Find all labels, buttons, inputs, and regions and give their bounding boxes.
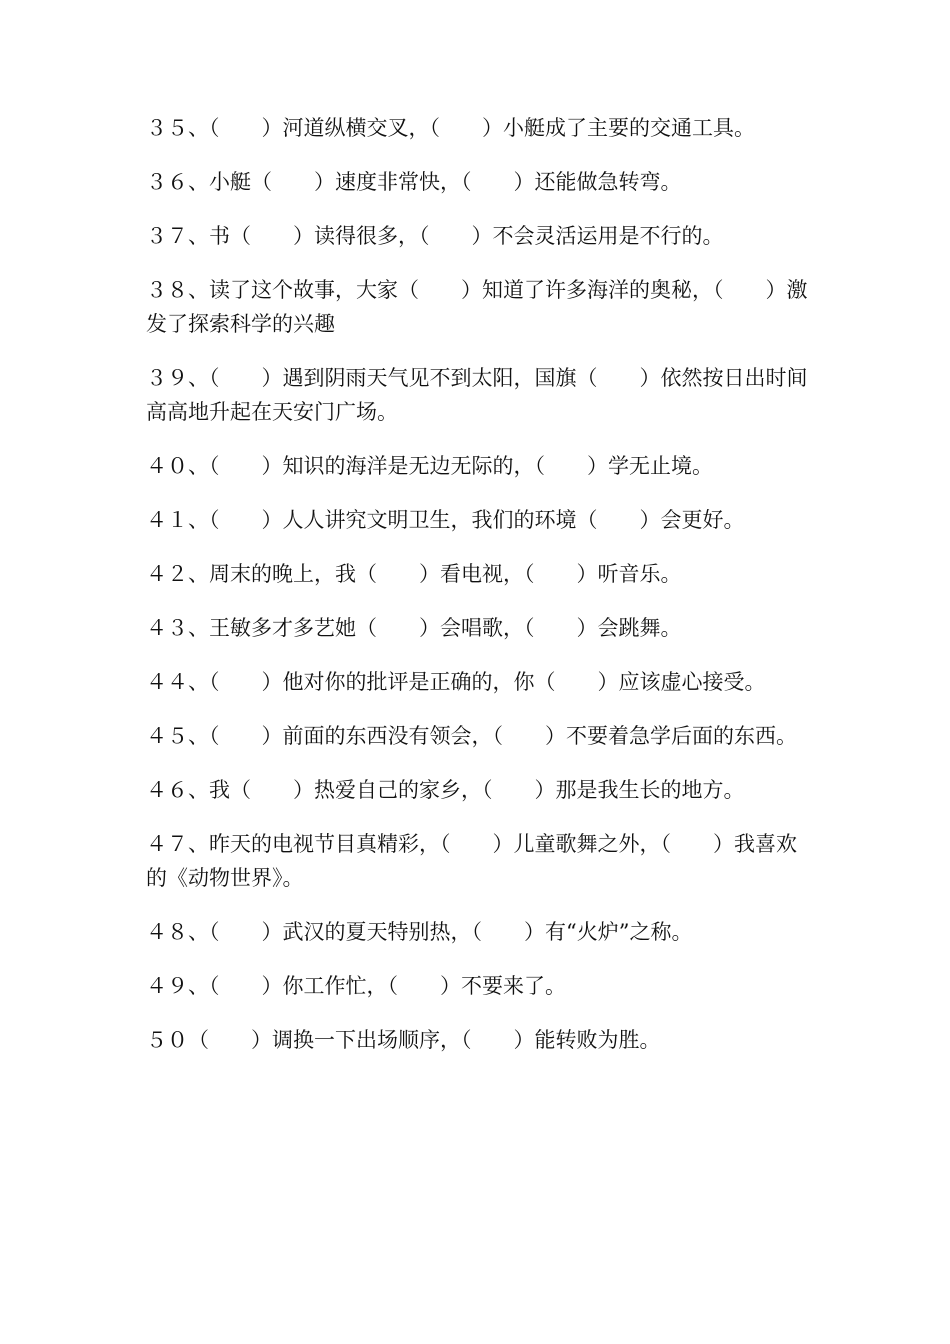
exercise-item-50: ５０（ ）调换一下出场顺序，（ ）能转败为胜。 — [146, 1028, 661, 1052]
exercise-item-47: ４７、昨天的电视节目真精彩，（ ）儿童歌舞之外，（ ）我喜欢的《动物世界》。 — [146, 832, 797, 890]
exercise-item-36: ３６、小艇（ ）速度非常快，（ ）还能做急转弯。 — [146, 170, 682, 194]
exercise-item-40: ４０、（ ）知识的海洋是无边无际的，（ ）学无止境。 — [146, 454, 713, 478]
exercise-item-48: ４８、（ ）武汉的夏天特别热，（ ）有“火炉”之称。 — [146, 920, 693, 944]
exercise-item-35: ３５、（ ）河道纵横交叉，（ ）小艇成了主要的交通工具。 — [146, 116, 755, 140]
exercise-list — [146, 111, 816, 1077]
exercise-item-41: ４１、（ ）人人讲究文明卫生，我们的环境（ ）会更好。 — [146, 508, 745, 532]
exercise-item-39: ３９、（ ）遇到阴雨天气见不到太阳，国旗（ ）依然按日出时间高高地升起在天安门广场。 — [146, 366, 808, 424]
exercise-item-45: ４５、（ ）前面的东西没有领会，（ ）不要着急学后面的东西。 — [146, 724, 797, 748]
exercise-item-43: ４３、王敏多才多艺她（ ）会唱歌，（ ）会跳舞。 — [146, 616, 682, 640]
exercise-item-42: ４２、周末的晚上，我（ ）看电视，（ ）听音乐。 — [146, 562, 682, 586]
exercise-item-38: ３８、读了这个故事，大家（ ）知道了许多海洋的奥秘，（ ）激发了探索科学的兴趣 — [146, 278, 808, 336]
exercise-item-44: ４４、（ ）他对你的批评是正确的，你（ ）应该虚心接受。 — [146, 670, 766, 694]
exercise-item-37: ３７、书（ ）读得很多，（ ）不会灵活运用是不行的。 — [146, 224, 724, 248]
exercise-item-49: ４９、（ ）你工作忙，（ ）不要来了。 — [146, 974, 566, 998]
exercise-item-46: ４６、我（ ）热爱自己的家乡，（ ）那是我生长的地方。 — [146, 778, 745, 802]
